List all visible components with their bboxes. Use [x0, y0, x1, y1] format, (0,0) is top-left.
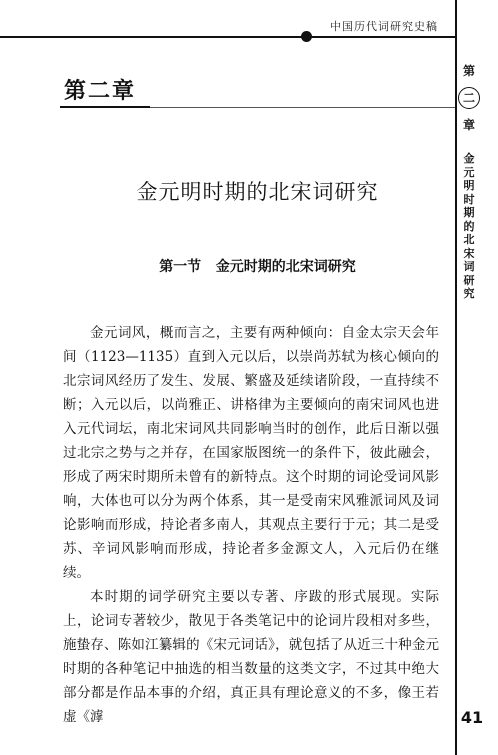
chapter-rule-thin [150, 107, 455, 108]
header-dot [301, 31, 312, 42]
side-tab-char-circled: 二 [458, 87, 480, 109]
section-title: 第一节 金元时期的北宋词研究 [159, 259, 356, 275]
chapter-rule [60, 106, 150, 108]
chapter-label: 第二章 [64, 79, 137, 104]
side-tab-chapter [458, 58, 480, 138]
body-text [63, 321, 439, 729]
side-tab-rule [455, 0, 457, 755]
paragraph: 本时期的词学研究主要以专著、序跋的形式展现。实际上，论词专著较少，散见于各类笔记中的论词片段相对多些，施蛰存、陈如江纂辑的《宋元词话》，就包括了从近三十种金元时期的各种笔记中抽选的相当数量的这类文字，不过其中绝大部分都是作品本事的介绍，真正具有理论意义的不多，像王若虚《滹 [63, 589, 439, 725]
running-header: 中国历代词研究史稿 [330, 20, 438, 33]
chapter-title: 金元明时期的北宋词研究 [136, 180, 379, 204]
paragraph: 金元词风，概而言之，主要有两种倾向：自金太宗天会年间（1123—1135）直到入元以后，以崇尚苏轼为核心倾向的北宗词风经历了发生、发展、繁盛及延续诸阶段，一直持续不断；入元以后，以尚雅正、讲格律为主要倾向的南宋词风也进入元代词坛，南北宋词风共同影响当时的创作，此后日渐以强过北宗之势与之并存，在国家版图统一的条件下，彼此融会，形成了两宋时期所未曾有的新特点。这个时期的词论受词风影响，大体也可以分为两个体系，其一是受南宋风雅派词风及词论影响而形成，持论者多南人，其观点主要行于元；其二是受苏、辛词风影响而形成，持论者多金源文人，入元后仍在继续。 [63, 325, 439, 581]
header-rule [0, 36, 455, 38]
side-tab-char: 第 [462, 64, 475, 78]
side-tab-title: 金元明时期的北宋词研究 [463, 152, 475, 300]
side-tab-char: 章 [462, 118, 475, 132]
page-number: 41 [460, 708, 484, 727]
